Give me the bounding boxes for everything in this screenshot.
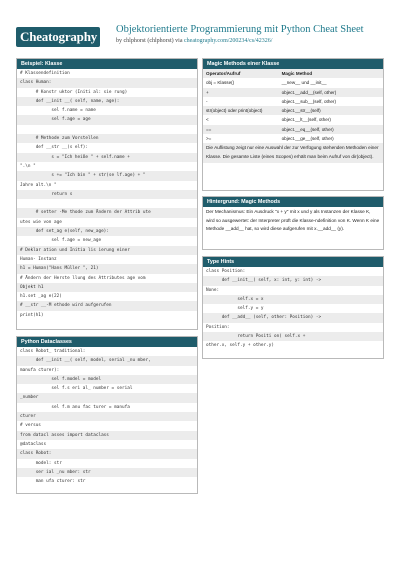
section-title: Beispiel: Klasse bbox=[17, 59, 197, 69]
magic-method-cell: object.__add__(self, other) bbox=[279, 88, 383, 97]
code-line: # Methode zum Vorstellen bbox=[17, 134, 197, 143]
code-line: model: str bbox=[20, 460, 62, 466]
operator-cell: str(object) oder print(object) bbox=[203, 106, 279, 115]
magic-method-cell: object.__str__(self) bbox=[279, 106, 383, 115]
code-line: # Ändern der Herste llung des Attributes age vom bbox=[20, 275, 146, 281]
code-line: other.x, self.y + other.y) bbox=[206, 343, 274, 349]
section-magic-methods bbox=[202, 58, 384, 191]
byline-prefix: by chlphorst (chlphorst) via bbox=[116, 38, 183, 44]
section-title: Python Dataclasses bbox=[17, 337, 197, 347]
source-link[interactable]: cheatography.com/200234/cs/42326/ bbox=[184, 38, 273, 44]
section-hintergrund bbox=[202, 196, 384, 250]
code-line: def set_ag e(self, new_age): bbox=[17, 227, 197, 236]
cheatography-logo[interactable]: Cheatography bbox=[16, 27, 100, 47]
page-title: Objektorientierte Programmierung mit Python Cheat Sheet bbox=[116, 24, 364, 35]
code-line: utes wie von age bbox=[20, 219, 62, 225]
column-header: Operator/Aufruf bbox=[203, 69, 279, 78]
code-line: sel f.model = model bbox=[17, 375, 197, 384]
code-line: class Robot: bbox=[17, 449, 197, 458]
section-title: Hintergrund: Magic Methods bbox=[203, 197, 383, 207]
code-line: class Robot_ traditional: bbox=[20, 349, 86, 354]
code-line: class Position: bbox=[206, 269, 246, 274]
code-line: Objekt h1 bbox=[17, 283, 197, 292]
table-row bbox=[203, 88, 383, 97]
code-line: def __init __( self, model, serial _nu mber, bbox=[17, 356, 197, 365]
code-line: sel f.m anu fac turer = manufa bbox=[20, 404, 130, 410]
code-line bbox=[17, 125, 197, 134]
page-header bbox=[0, 0, 400, 52]
operator-cell: + bbox=[203, 88, 279, 97]
magic-method-cell: object.__sub__(self, other) bbox=[281, 98, 336, 104]
code-line: class Human: bbox=[17, 78, 197, 87]
code-line: ".\n " bbox=[20, 163, 36, 169]
code-line: man ufa cturer: str bbox=[20, 479, 86, 485]
code-line: return Positi on( self.x + bbox=[203, 332, 383, 341]
table-row bbox=[203, 97, 383, 106]
code-line: Jahre alt.\n " bbox=[20, 182, 57, 188]
operator-cell: - bbox=[206, 98, 208, 104]
code-line: # Deklar ation und Initia lis ierung einer bbox=[17, 246, 197, 255]
table-row bbox=[203, 134, 383, 143]
code-line: return s bbox=[17, 190, 197, 199]
operator-cell: obj = Klasse() bbox=[206, 80, 235, 86]
table-row bbox=[203, 125, 383, 134]
code-line: sel f.name = name bbox=[20, 108, 96, 114]
section-klasse bbox=[16, 58, 198, 330]
code-line: _number bbox=[17, 393, 197, 402]
code-block bbox=[17, 69, 197, 320]
code-line: # __str __-M ethode wird aufgerufen bbox=[17, 301, 197, 310]
code-line: manufa cturer): bbox=[20, 367, 60, 373]
code-line: Human- Instanz bbox=[20, 256, 57, 262]
section-title: Type Hints bbox=[203, 257, 383, 267]
section-type-hints bbox=[202, 256, 384, 359]
code-line: s += "Ich bin " + str(se lf.age) + " bbox=[17, 171, 197, 180]
operator-cell: == bbox=[203, 125, 279, 134]
magic-methods-note: Die Auflistung zeigt nur eine Auswahl der zur Verfügung stehenden Methoden einer Klasse. Die gesamte Liste (eines Scopes) erhält man beim Aufruf von dir(object). bbox=[203, 143, 383, 162]
operator-cell: < bbox=[206, 117, 209, 123]
code-line: # setter -Me thode zum Ändern der Attrib ute bbox=[17, 208, 197, 217]
code-line: # Klassendefinition bbox=[20, 71, 70, 76]
code-line: # versus bbox=[20, 423, 41, 429]
code-line: sel f.s eri al_ number = serial bbox=[20, 386, 133, 392]
table-row bbox=[203, 106, 383, 115]
table-header-row bbox=[203, 69, 383, 78]
code-block bbox=[17, 347, 197, 486]
code-line: def __add__ (self, other: Position) -> bbox=[203, 313, 383, 322]
code-line: def __init__( self, x: int, y: int) -> bbox=[203, 276, 383, 285]
code-line: Position: bbox=[206, 324, 230, 330]
code-line: print(h1) bbox=[20, 312, 44, 318]
table-row bbox=[203, 115, 383, 124]
column-header: Magic Method bbox=[279, 69, 383, 78]
section-title: Magic Methods einer Klasse bbox=[203, 59, 383, 69]
code-line: cturer bbox=[17, 412, 197, 421]
code-line: sel f.age = new_age bbox=[20, 238, 102, 244]
code-line: # Konstr uktor (Initi al: sie rung) bbox=[20, 89, 128, 95]
code-line: ser ial _nu mber: str bbox=[17, 468, 197, 477]
code-line: sel f.age = age bbox=[17, 115, 197, 124]
code-line: h1.set _ag e(22) bbox=[20, 294, 62, 300]
code-line: self.y = y bbox=[206, 306, 264, 312]
magic-method-cell: object.__lt__(self, other) bbox=[281, 117, 331, 123]
magic-method-cell: object.__ge__(self, other) bbox=[281, 136, 334, 142]
code-line: from datacl asses import dataclass bbox=[17, 431, 197, 440]
code-line: None: bbox=[206, 287, 220, 293]
table-row bbox=[203, 78, 383, 87]
code-line: self.x = x bbox=[203, 295, 383, 304]
magic-method-cell: __new__ und __init__ bbox=[281, 80, 327, 86]
code-line: h1 = Human("Hans Müller ", 21) bbox=[17, 264, 197, 273]
code-line: def __init __( self, name, age): bbox=[17, 97, 197, 106]
code-line: s = "Ich heiße " + self.name + bbox=[17, 153, 197, 162]
magic-method-cell: object.__eq__(self, other) bbox=[279, 125, 383, 134]
code-line bbox=[17, 199, 197, 208]
operator-cell: >= bbox=[206, 136, 212, 142]
hintergrund-text: Der Mechanismus: Ein Ausdruck "x + y" mit x und y als Instanzen der Klasse K, wird so ausgewertet: der Interpreter prüft die Klasse-ndefinition von K. Wenn K eine Methode __add__ hat, so wird diese aufgerufen mit x.__add__ (y). bbox=[206, 209, 380, 232]
code-line: @dataclass bbox=[20, 441, 47, 447]
section-dataclasses bbox=[16, 336, 198, 494]
code-line: def __str __(s elf): bbox=[20, 145, 88, 151]
code-block bbox=[203, 267, 383, 351]
magic-methods-table bbox=[203, 69, 383, 143]
byline bbox=[116, 38, 272, 44]
